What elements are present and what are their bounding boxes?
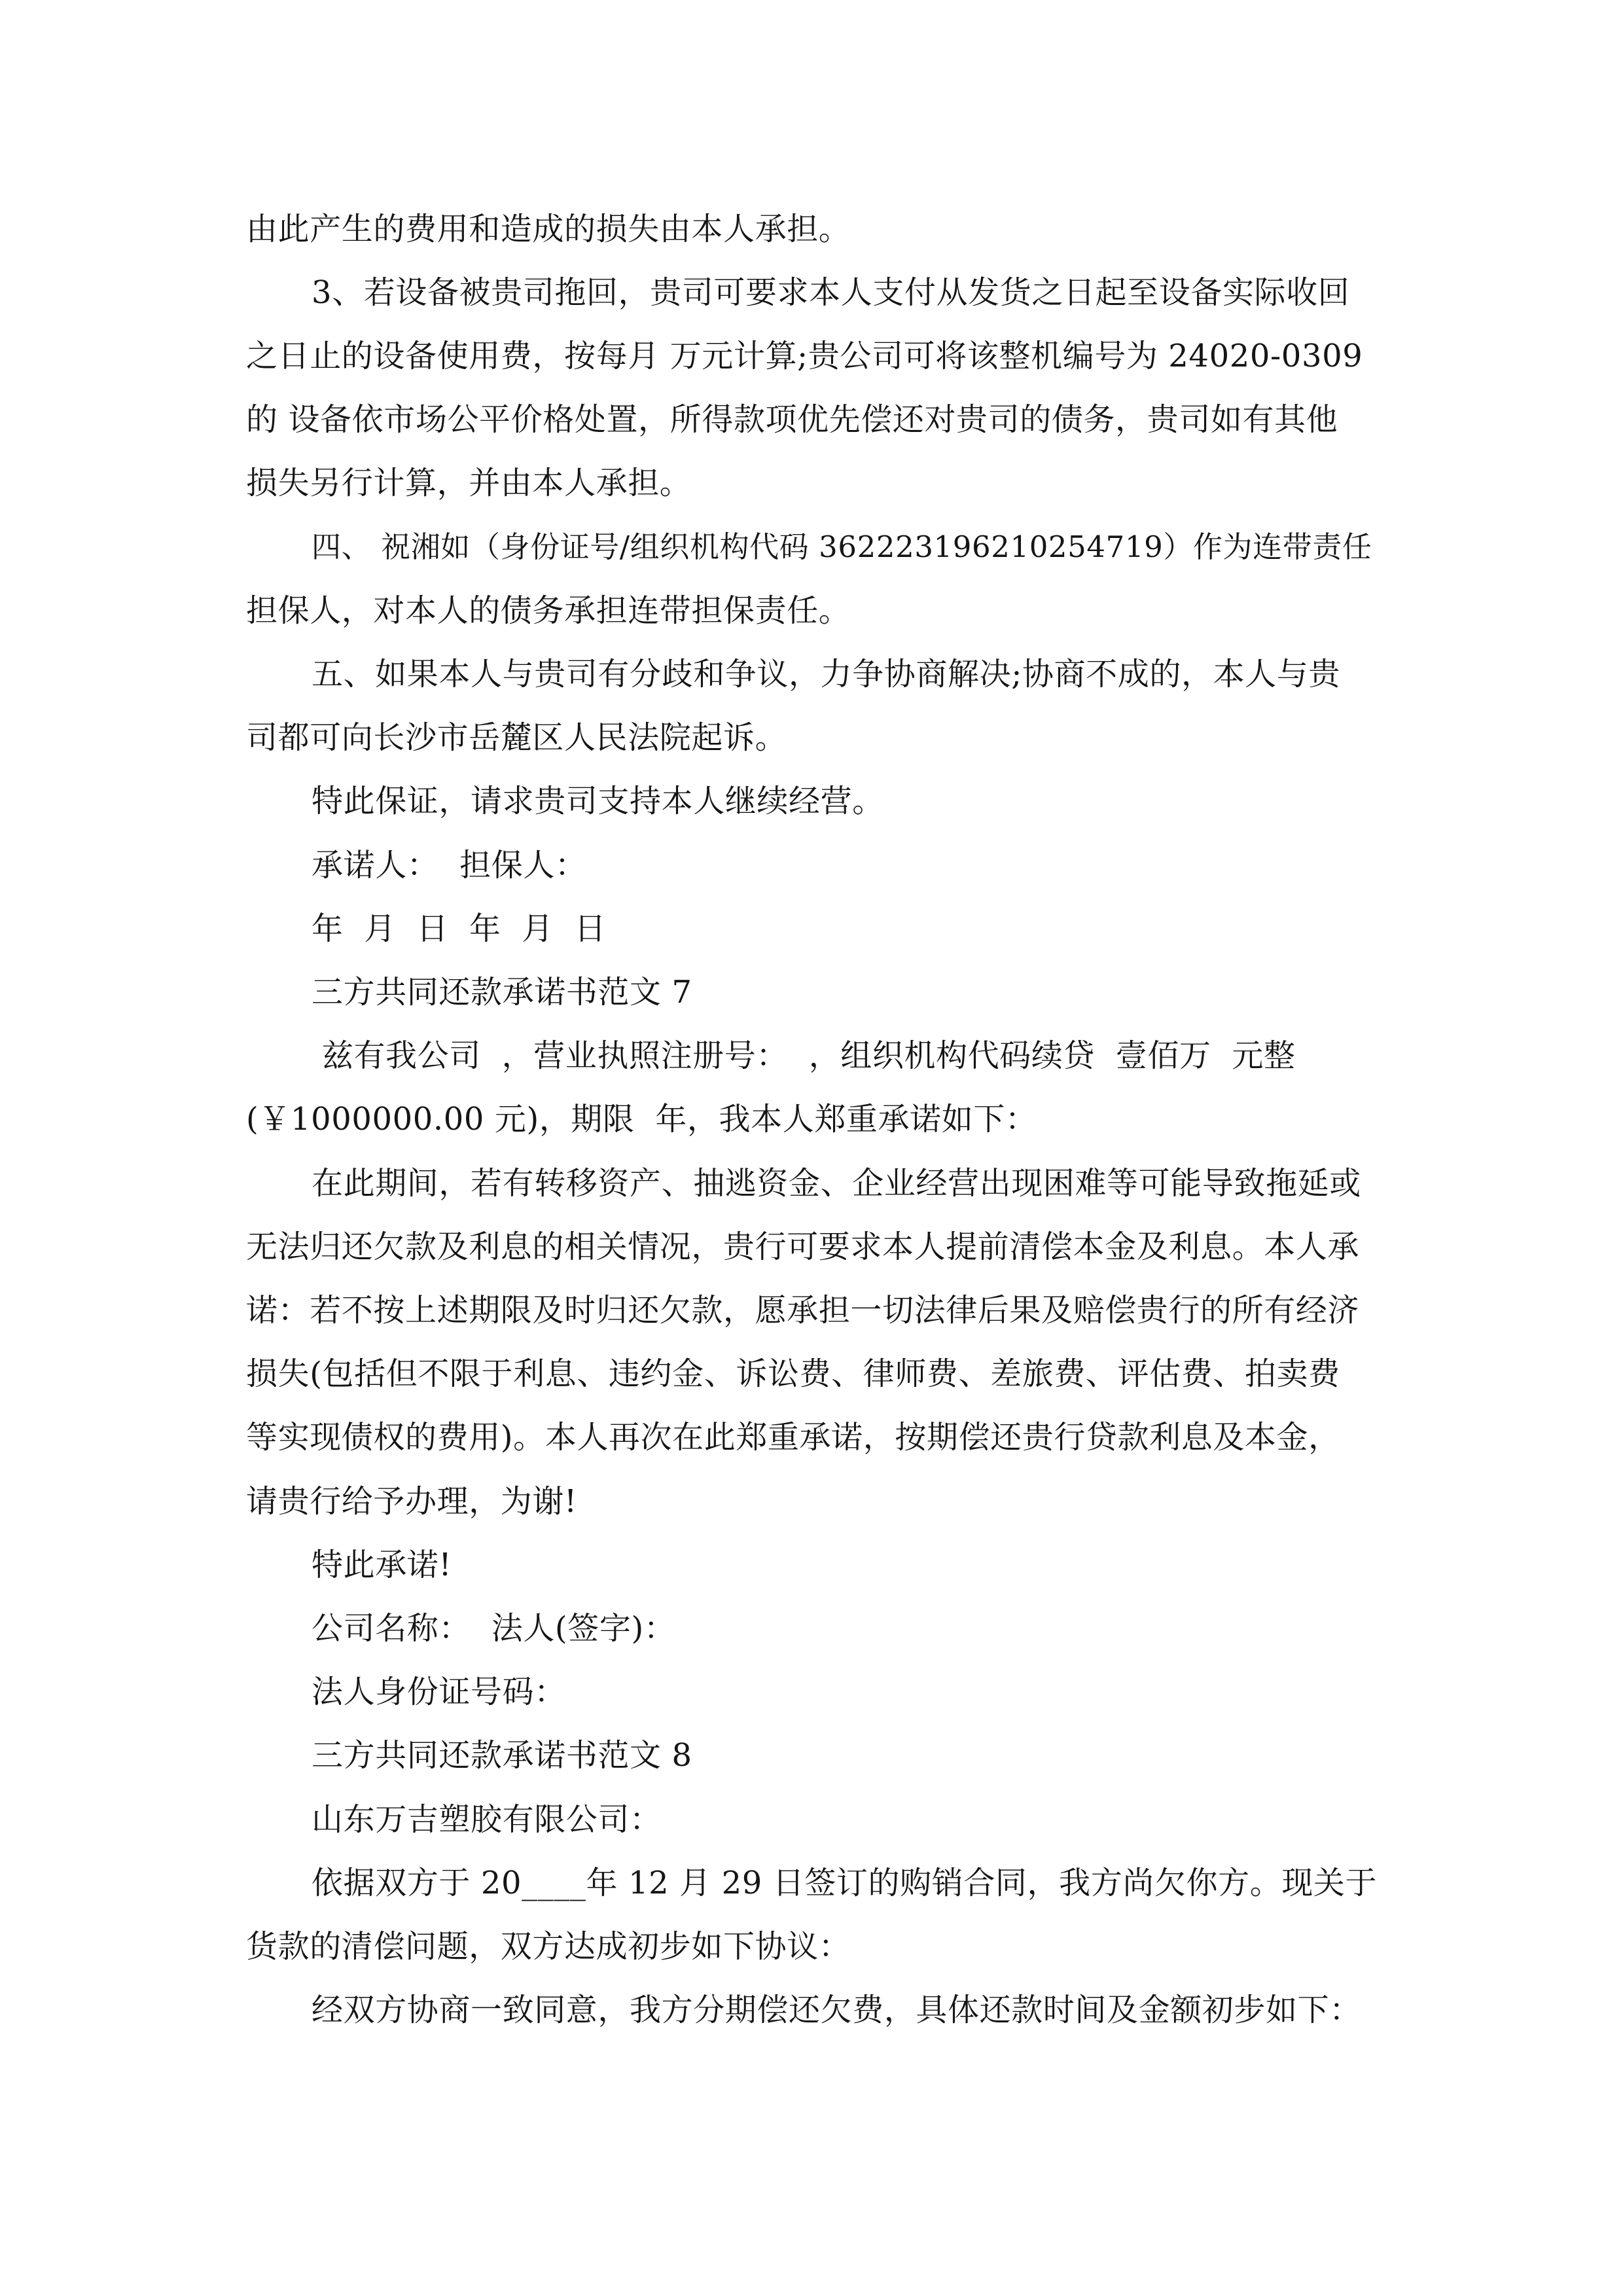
text-line: 依据双方于 20____年 12 月 29 日签订的购销合同，我方尚欠你方。现关于 [312, 1865, 1378, 1901]
section-heading: 三方共同还款承诺书范文 8 [312, 1737, 692, 1774]
text-line: 3、若设备被贵司拖回，贵司可要求本人支付从发货之日起至设备实际收回 [312, 274, 1350, 311]
text-line: 由此产生的费用和造成的损失由本人承担。 [246, 211, 851, 247]
text-line: 之日止的设备使用费，按每月 万元计算;贵公司可将该整机编号为 24020-0309 [246, 338, 1363, 374]
text-line: 承诺人： 担保人： [312, 847, 587, 884]
text-line: 损失(包括但不限于利息、违约金、诉讼费、律师费、差旅费、评估费、拍卖费 [246, 1355, 1340, 1392]
text-line: 特此承诺! [312, 1547, 452, 1583]
text-line: 诺：若不按上述期限及时归还欠款，愿承担一切法律后果及赔偿贵行的所有经济 [246, 1292, 1360, 1329]
text-line: 四、 祝湘如（身份证号/组织机构代码 362223196210254719）作为连带责任 [312, 529, 1372, 564]
text-line: 在此期间，若有转移资产、抽逃资金、企业经营出现困难等可能导致拖延或 [312, 1165, 1361, 1202]
text-line: 特此保证，请求贵司支持本人继续经营。 [312, 783, 884, 819]
text-line: 担保人，对本人的债务承担连带担保责任。 [246, 592, 851, 629]
text-line: 损失另行计算，并由本人承担。 [246, 465, 692, 501]
text-line: 山东万吉塑胶有限公司： [312, 1801, 662, 1838]
text-line: 请贵行给予办理，为谢! [246, 1483, 577, 1520]
text-line: 五、如果本人与贵司有分歧和争议，力争协商解决;协商不成的，本人与贵 [312, 656, 1340, 692]
text-line: 货款的清偿问题，双方达成初步如下协议： [246, 1928, 851, 1965]
text-line: 法人身份证号码： [312, 1674, 566, 1710]
section-heading: 三方共同还款承诺书范文 7 [312, 974, 692, 1011]
text-line: 无法归还欠款及利息的相关情况，贵行可要求本人提前清偿本金及利息。本人承 [246, 1229, 1360, 1265]
text-line: 经双方协商一致同意，我方分期偿还欠费，具体还款时间及金额初步如下： [312, 1992, 1361, 2028]
text-line: 年 月 日 年 月 日 [312, 910, 607, 947]
text-line: 司都可向长沙市岳麓区人民法院起诉。 [246, 719, 787, 756]
text-line: 公司名称： 法人(签字)： [312, 1610, 676, 1647]
text-line: 等实现债权的费用)。本人再次在此郑重承诺，按期偿还贵行贷款利息及本金， [246, 1419, 1340, 1456]
text-line: 的 设备依市场公平价格处置，所得款项优先偿还对贵司的债务，贵司如有其他 [246, 401, 1338, 438]
text-line: (￥1000000.00 元)，期限 年，我本人郑重承诺如下： [246, 1101, 1037, 1138]
text-line: 兹有我公司 ，营业执照注册号： ，组织机构代码续贷 壹佰万 元整 [312, 1037, 1296, 1074]
